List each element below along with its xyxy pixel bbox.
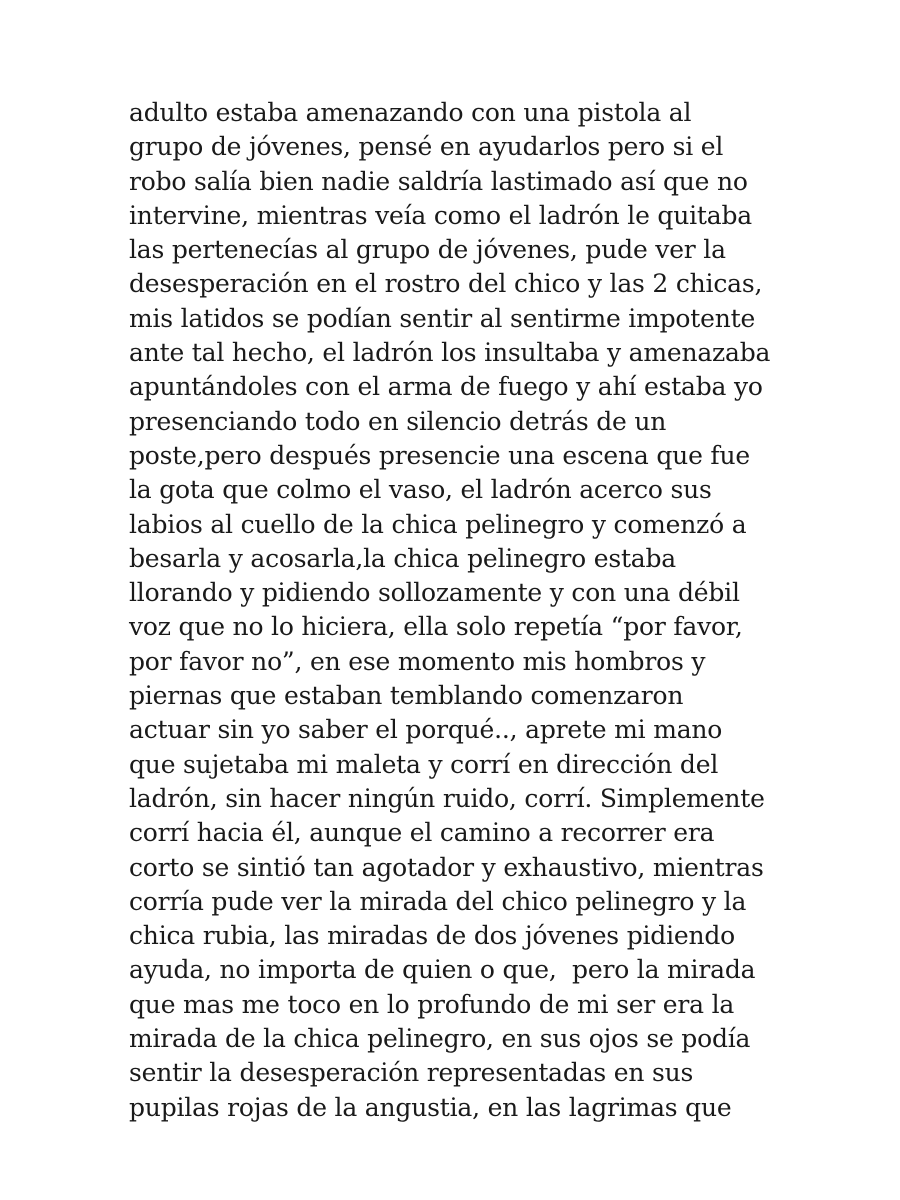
text-line: por favor no”, en ese momento mis hombros y <box>129 646 706 676</box>
text-line: piernas que estaban temblando comenzaron <box>129 681 684 711</box>
text-line: corría pude ver la mirada del chico pelinegro y la <box>129 886 747 916</box>
text-line: voz que no lo hiciera, ella solo repetía “por favor, <box>129 612 743 642</box>
text-line: corto se sintió tan agotador y exhaustivo, mientras <box>129 852 764 882</box>
text-line: llorando y pidiendo sollozamente y con una débil <box>129 578 740 608</box>
text-line: grupo de jóvenes, pensé en ayudarlos pero si el <box>129 132 724 162</box>
text-line: que sujetaba mi maleta y corrí en dirección del <box>129 749 719 779</box>
text-line: intervine, mientras veía como el ladrón le quitaba <box>129 200 752 230</box>
text-line: la gota que colmo el vaso, el ladrón acerco sus <box>129 475 712 505</box>
text-line: besarla y acosarla,la chica pelinegro estaba <box>129 543 677 573</box>
text-line: adulto estaba amenazando con una pistola al <box>129 98 692 127</box>
text-line: ladrón, sin hacer ningún ruido, corrí. Simplemente <box>129 783 765 813</box>
text-line: corrí hacia él, aunque el camino a recorrer era <box>129 818 715 848</box>
text-line: mis latidos se podían sentir al sentirme impotente <box>129 303 756 333</box>
text-line: mirada de la chica pelinegro, en sus ojos se podía <box>129 1024 751 1054</box>
text-line: ayuda, no importa de quien o que, pero la mirada <box>129 955 756 985</box>
story-text-block <box>129 96 809 1125</box>
text-line: que mas me toco en lo profundo de mi ser era la <box>129 989 735 1019</box>
text-line: poste,pero después presencie una escena que fue <box>129 440 750 470</box>
text-line: actuar sin yo saber el porqué.., aprete mi mano <box>129 715 723 745</box>
text-line: pupilas rojas de la angustia, en las lagrimas que <box>129 1092 732 1122</box>
text-line: apuntándoles con el arma de fuego y ahí estaba yo <box>129 372 763 402</box>
text-line: robo salía bien nadie saldría lastimado así que no <box>129 166 748 196</box>
text-line: las pertenecías al grupo de jóvenes, pude ver la <box>129 235 726 265</box>
text-line: ante tal hecho, el ladrón los insultaba y amenazaba <box>129 338 771 368</box>
text-line: desesperación en el rostro del chico y las 2 chicas, <box>129 269 763 299</box>
text-line: chica rubia, las miradas de dos jóvenes pidiendo <box>129 921 736 951</box>
text-line: presenciando todo en silencio detrás de un <box>129 406 667 436</box>
text-line: sentir la desesperación representadas en sus <box>129 1058 694 1088</box>
text-line: labios al cuello de la chica pelinegro y comenzó a <box>129 509 747 539</box>
